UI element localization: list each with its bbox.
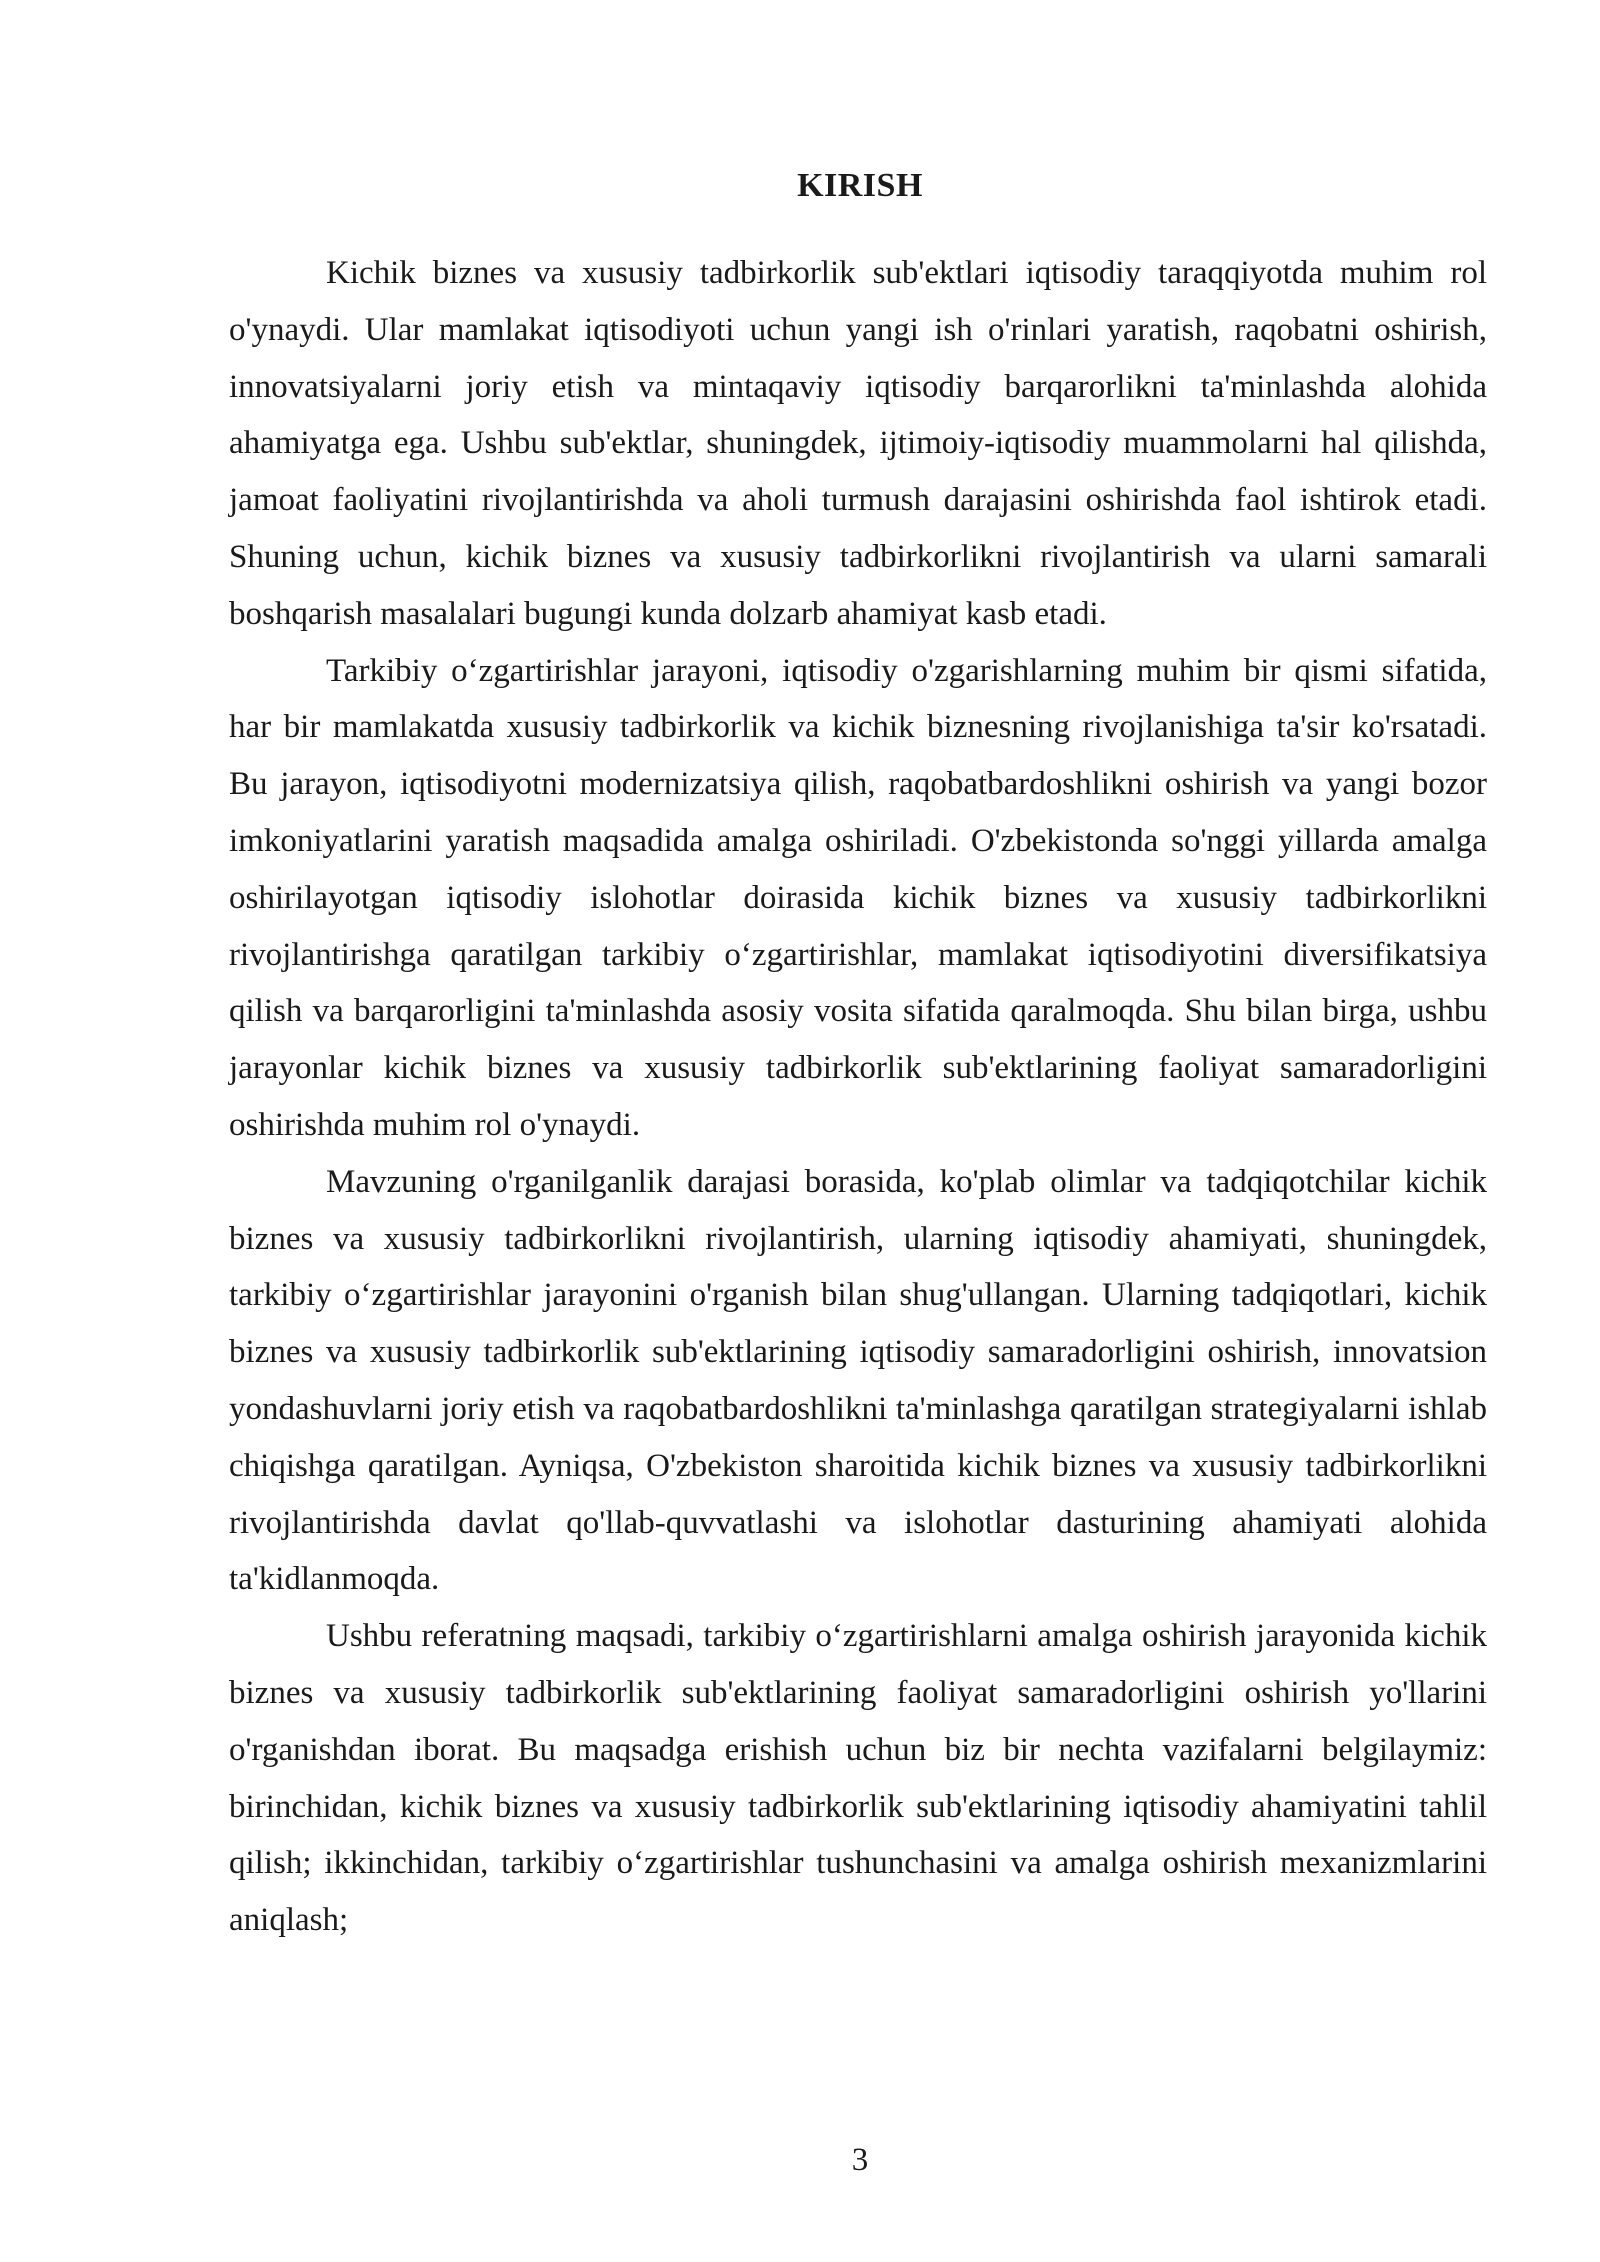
section-title: KIRISH [797, 167, 923, 204]
paragraph-structural-changes: Tarkibiy o‘zgartirishlar jarayoni, iqtisodiy o'zgarishlarning muhim bir qismi sifatida, har bir mamlakatda xususiy tadbirkorlik va kichik biznesning rivojlanishiga ta'sir ko'rsatadi. Bu jarayon, iqtisodiyotni modernizatsiya qilish, raqobatbardoshlikni oshirish va yangi bozor imkoniyatlarini yaratish maqsadida amalga oshiriladi. O'zbekistonda so'nggi yillarda amalga oshirilayotgan iqtisodiy islohotlar doirasida kichik biznes va xususiy tadbirkorlikni rivojlantirishga qaratilgan tarkibiy o‘zgartirishlar, mamlakat iqtisodiyotini diversifikatsiya qilish va barqarorligini ta'minlashda asosiy vosita sifatida qaralmoqda. Shu bilan birga, ushbu jarayonlar kichik biznes va xususiy tadbirkorlik sub'ektlarining faoliyat samaradorligini oshirishda muhim rol o'ynaydi. [229, 652, 1487, 1143]
paragraph-intro: Kichik biznes va xususiy tadbirkorlik sub'ektlari iqtisodiy taraqqiyotda muhim rol o'ynaydi. Ular mamlakat iqtisodiyoti uchun yangi ish o'rinlari yaratish, raqobatni oshirish, innovatsiyalarni joriy etish va mintaqaviy iqtisodiy barqarorlikni ta'minlashda alohida ahamiyatga ega. Ushbu sub'ektlar, shuningdek, ijtimoiy-iqtisodiy muammolarni hal qilishda, jamoat faoliyatini rivojlantirishda va aholi turmush darajasini oshirishda faol ishtirok etadi. Shuning uchun, kichik biznes va xususiy tadbirkorlikni rivojlantirish va ularni samarali boshqarish masalalari bugungi kunda dolzarb ahamiyat kasb etadi. [229, 255, 1487, 632]
paragraph-goal: Ushbu referatning maqsadi, tarkibiy o‘zgartirishlarni amalga oshirish jarayonida kichik biznes va xususiy tadbirkorlik sub'ektlarining faoliyat samaradorligini oshirish yo'llarini o'rganishdan iborat. Bu maqsadga erishish uchun biz bir nechta vazifalarni belgilaymiz: birinchidan, kichik biznes va xususiy tadbirkorlik sub'ektlarining iqtisodiy ahamiyatini tahlil qilish; ikkinchidan, tarkibiy o‘zgartirishlar tushunchasini va amalga oshirish mexanizmlarini aniqlash; [229, 1618, 1487, 1939]
body-text [229, 245, 1487, 1949]
paragraph-research-level: Mavzuning o'rganilganlik darajasi borasida, ko'plab olimlar va tadqiqotchilar kichik biznes va xususiy tadbirkorlikni rivojlantirish, ularning iqtisodiy ahamiyati, shuningdek, tarkibiy o‘zgartirishlar jarayonini o'rganish bilan shug'ullangan. Ularning tadqiqotlari, kichik biznes va xususiy tadbirkorlik sub'ektlarining iqtisodiy samaradorligini oshirish, innovatsion yondashuvlarni joriy etish va raqobatbardoshlikni ta'minlashga qaratilgan strategiyalarni ishlab chiqishga qaratilgan. Ayniqsa, O'zbekiston sharoitida kichik biznes va xususiy tadbirkorlikni rivojlantirishda davlat qo'llab-quvvatlashi va islohotlar dasturining ahamiyati alohida ta'kidlanmoqda. [229, 1163, 1487, 1598]
page-number: 3 [851, 2142, 869, 2178]
